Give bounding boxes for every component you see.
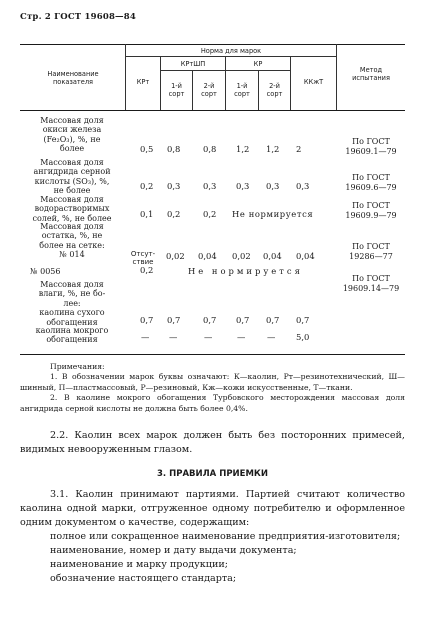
- value-cell: —: [237, 332, 246, 342]
- value-cell: 0,3: [296, 181, 310, 191]
- not-normalized-span: Не нормируется: [188, 266, 303, 276]
- col-header-param: Наименование показателя: [47, 70, 99, 86]
- list-item: наименование, номер и дату выдачи документа;: [50, 545, 297, 556]
- paragraph-text: 3.1. Каолин принимают партиями. Партией считают количество каолина одной марки, отгруженное одному потребителю и оформленное одним документом о качестве, содержащим:: [20, 489, 405, 528]
- col-header-grade1: 1-й сорт: [168, 82, 185, 98]
- value-cell: 0,2: [167, 209, 181, 219]
- note-1: 1. В обозначении марок буквы означают: К—каолин, Рт—резинотехнический, Ш—шинный, П—пластмассовый, Р—резиновый, Кж—кожи искусственные, Т—ткани.: [20, 372, 405, 392]
- row-param: Массовая доля влаги, %, не бо- лее: каолина сухого обогащения: [38, 280, 106, 327]
- note-2: 2. В каолине мокрого обогащения Турбовского месторождения массовая доля ангидрида серной кислоты не должна быть более 0,4%.: [20, 393, 405, 413]
- section-title: 3. ПРАВИЛА ПРИЕМКИ: [157, 469, 268, 479]
- paragraph-3-1: [20, 488, 405, 586]
- paragraph-text: 2.2. Каолин всех марок должен быть без посторонних примесей, видимых невооруженным глазом.: [20, 430, 405, 455]
- row-param: Массовая доля водорастворимых солей, %, не более: [32, 195, 112, 223]
- value-cell: —: [169, 332, 178, 342]
- row-param: каолина мокрого обогащения: [35, 326, 109, 345]
- value-cell: 0,02: [232, 251, 251, 261]
- method-cell: По ГОСТ 19609.1—79: [345, 137, 397, 156]
- notes-title: Примечания:: [50, 362, 105, 371]
- value-cell: 0,3: [236, 181, 250, 191]
- value-cell: 0,7: [296, 315, 310, 325]
- row-param: № 0056: [30, 267, 61, 276]
- row-param: Массовая доля окиси железа (Fe₂O₃), %, не более: [40, 116, 104, 154]
- col-header-kkzht: ККжТ: [303, 78, 324, 86]
- list-item: наименование и марку продукции;: [50, 559, 228, 570]
- value-cell: —: [141, 332, 150, 342]
- header-divider: [125, 56, 336, 57]
- value-cell: 0,04: [263, 251, 282, 261]
- value-cell: 0,7: [140, 315, 154, 325]
- method-cell: По ГОСТ 19609.6—79: [345, 173, 397, 192]
- value-cell: Отсут- ствие: [130, 250, 156, 266]
- value-cell: 0,5: [140, 144, 154, 154]
- col-header-grade2: 2-й сорт: [201, 82, 217, 98]
- col-header-method: Метод испытания: [352, 66, 390, 82]
- row-param: Массовая доля остатка, %, не более на сетке: № 014: [39, 222, 105, 260]
- header-divider: [160, 70, 290, 71]
- method-cell: По ГОСТ 19286—77: [349, 242, 393, 261]
- value-cell: 0,2: [140, 181, 154, 191]
- paragraph-2-2: [20, 429, 405, 457]
- col-header-krt: КРт: [136, 78, 150, 86]
- notes-block: [20, 362, 405, 414]
- table-bottom-rule: [20, 354, 405, 355]
- col-header-grade2: 2-й сорт: [266, 82, 283, 98]
- table-header-rule: [20, 110, 405, 111]
- value-cell: 2: [296, 144, 302, 154]
- value-cell: 0,7: [203, 315, 217, 325]
- value-cell: 0,3: [167, 181, 181, 191]
- value-cell: 0,3: [266, 181, 280, 191]
- col-header-grade1: 1-й сорт: [234, 82, 250, 98]
- method-cell: По ГОСТ 19609.14—79: [342, 274, 400, 293]
- value-cell: 0,04: [296, 251, 315, 261]
- value-cell: 0,1: [140, 209, 154, 219]
- method-cell: По ГОСТ 19609.9—79: [345, 201, 397, 220]
- value-cell: 0,8: [167, 144, 181, 154]
- value-cell: 5,0: [296, 332, 310, 342]
- value-cell: 0,7: [236, 315, 250, 325]
- row-param: Массовая доля ангидрида серной кислоты (SO₃), %, не более: [33, 158, 111, 196]
- list-item: обозначение настоящего стандарта;: [50, 573, 237, 584]
- value-cell: 1,2: [266, 144, 280, 154]
- value-cell: 0,7: [167, 315, 181, 325]
- value-cell: 0,04: [198, 251, 217, 261]
- page-header: Стр. 2 ГОСТ 19608—84: [20, 12, 136, 22]
- value-cell: —: [204, 332, 213, 342]
- table-top-rule: [20, 44, 405, 45]
- not-normalized-span: Не нормируется: [232, 209, 314, 219]
- list-item: полное или сокращенное наименование предприятия-изготовителя;: [50, 531, 401, 542]
- value-cell: 0,2: [203, 209, 217, 219]
- value-cell: —: [267, 332, 276, 342]
- value-cell: 0,8: [203, 144, 217, 154]
- value-cell: 0,2: [140, 265, 154, 275]
- value-cell: 0,3: [203, 181, 217, 191]
- col-header-krshp: КРтШП: [180, 60, 206, 68]
- col-header-kr: КР: [253, 60, 263, 68]
- value-cell: 1,2: [236, 144, 250, 154]
- value-cell: 0,02: [166, 251, 185, 261]
- value-cell: 0,7: [266, 315, 280, 325]
- col-header-norms: Норма для марок: [200, 47, 262, 55]
